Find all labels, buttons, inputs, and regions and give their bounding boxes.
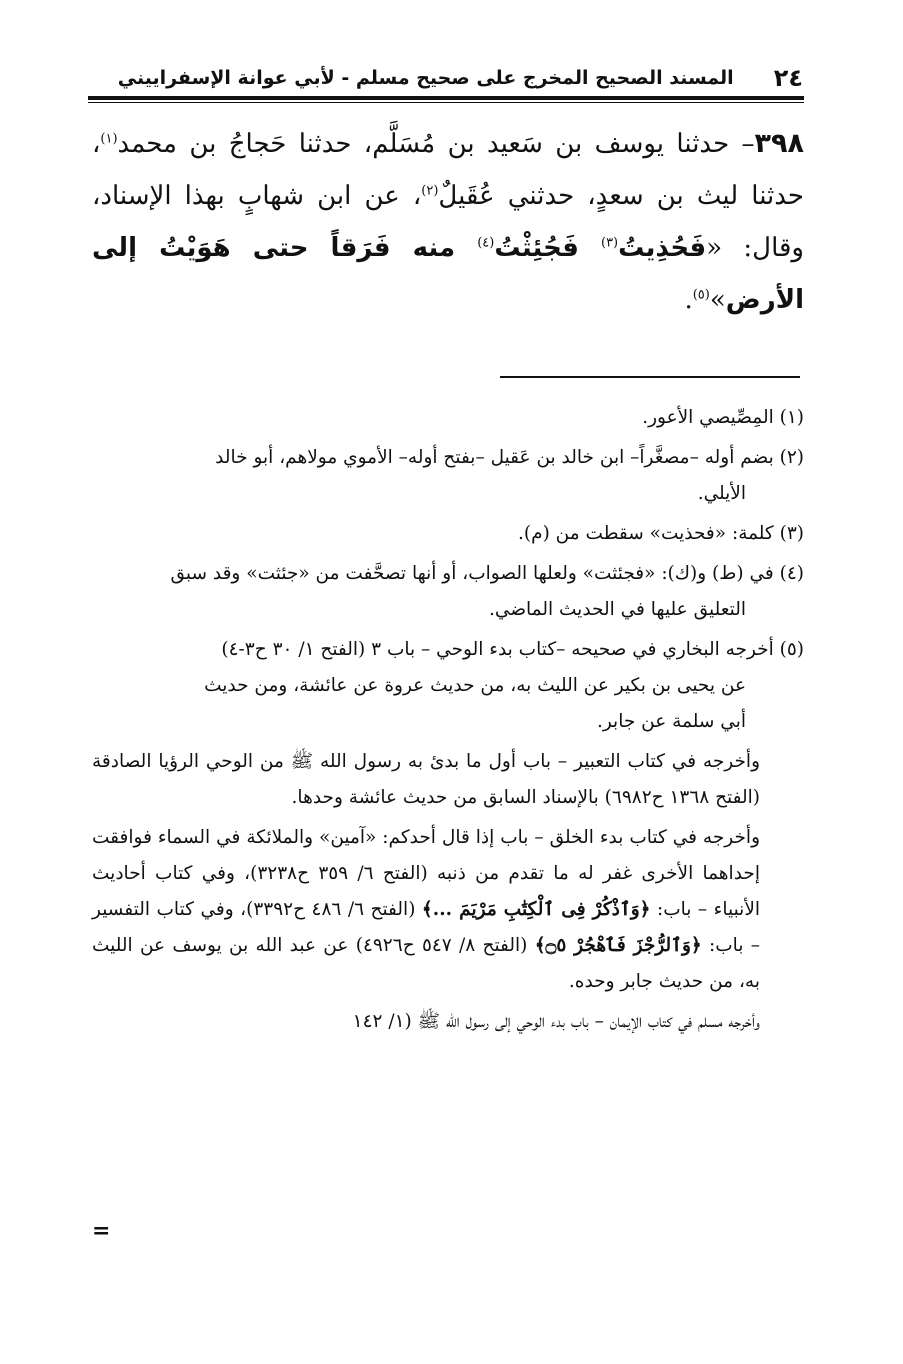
footnote-5-line-2: عن يحيى بن بكير عن الليث به، من حديث عروة عن عائشة، ومن حديث bbox=[204, 675, 746, 696]
continuation-mark: = bbox=[92, 1218, 111, 1244]
footnote-2 bbox=[92, 440, 804, 512]
footnote-1: (١) المِصِّيصي الأعور. bbox=[642, 407, 804, 428]
hadith-number: ٣٩٨ bbox=[754, 128, 804, 159]
page-number: ٢٤ bbox=[773, 64, 803, 92]
footnote-5-para-4: وأخرجه مسلم في كتاب الإيمان – باب بدء الوحي إلى رسول الله ﷺ (١/ ١٤٢ bbox=[352, 1011, 760, 1032]
quran-verse-1: ﴿وَٱذْكُرْ فِى ٱلْكِتَٰبِ مَرْيَمَ ...﴾ bbox=[421, 899, 651, 920]
footnote-3: (٣) كلمة: «فحذيت» سقطت من (م). bbox=[518, 523, 804, 544]
footnote-ref-3[interactable]: (٣) bbox=[600, 235, 619, 251]
footnotes bbox=[92, 400, 804, 1044]
footnote-4-line-1: (٤) في (ط) و(ك): «فجئثت» ولعلها الصواب، أو أنها تصحَّفت من «جئثت» وقد سبق bbox=[170, 563, 804, 584]
footnote-4-line-2: التعليق عليها في الحديث الماضي. bbox=[489, 599, 746, 620]
footnote-5-line-1: (٥) أخرجه البخاري في صحيحه –كتاب بدء الوحي – باب ٣ (الفتح ١/ ٣٠ ح٣-٤) bbox=[221, 639, 804, 660]
footnote-4 bbox=[92, 556, 804, 628]
matn-bold-1: فَحُذِيتُ bbox=[618, 233, 707, 263]
running-head: المسند الصحيح المخرج على صحيح مسلم - لأبي عوانة الإسفراييني bbox=[117, 67, 734, 89]
hadith-text bbox=[92, 118, 804, 326]
page-header bbox=[90, 55, 803, 95]
footnote-ref-5[interactable]: (٥) bbox=[692, 287, 710, 303]
footnote-divider bbox=[500, 376, 800, 378]
footnote-2-line-2: الأيلي. bbox=[697, 483, 746, 504]
header-rule-thin bbox=[88, 102, 804, 103]
footnote-ref-4[interactable]: (٤) bbox=[477, 235, 495, 251]
hadith-text-part2: ، حدثنا ليث بن سعدٍ، حدثني عُقَيلٌ bbox=[92, 129, 805, 211]
footnote-ref-2[interactable]: (٢) bbox=[421, 183, 439, 199]
footnote-5-para-2: وأخرجه في كتاب التعبير – باب أول ما بدئ به رسول الله ﷺ من الوحي الرؤيا الصادقة (الفتح ١٣٦٨ ح٦٩٨٢) بالإسناد السابق من حديث عائشة وحدها. bbox=[92, 751, 760, 808]
quran-verse-2: ﴿وَٱلرُّجْزَ فَٱهْجُرْ ۝٥﴾ bbox=[534, 935, 702, 956]
footnote-5 bbox=[92, 632, 804, 740]
para-3-text-c: (الفتح ٨/ ٥٤٧ ح٤٩٢٦) عن عبد الله بن يوسف عن الليث به، من حديث جابر وحده. bbox=[92, 935, 760, 992]
footnote-ref-1[interactable]: (١) bbox=[100, 131, 118, 147]
para-3-text-b: (الفتح ٦/ ٤٨٦ ح٣٣٩٢)، وفي كتاب التفسير – باب: bbox=[92, 899, 761, 956]
para-3-text-a: وأخرجه في كتاب بدء الخلق – باب إذا قال أحدكم: «آمين» والملائكة في السماء فوافقت إحداهما الأخرى غفر له ما تقدم من ذنبه (الفتح ٦/ ٣٥٩ ح٣٢٣٨)، وفي كتاب أحاديث الأنبياء – باب: bbox=[92, 827, 761, 920]
hadith-dash: – bbox=[729, 129, 755, 159]
footnote-2-line-1: (٢) بضم أوله –مصغَّراً– ابن خالد بن عَقيل –بفتح أوله– الأموي مولاهم، أبو خالد bbox=[215, 447, 804, 468]
matn-bold-2: فَجُئِثْتُ bbox=[494, 233, 601, 263]
footnote-5-para-3 bbox=[92, 820, 804, 1000]
header-rule-thick bbox=[88, 96, 804, 100]
hadith-end: . bbox=[684, 285, 693, 315]
footnote-5-line-3: أبي سلمة عن جابر. bbox=[596, 711, 746, 732]
hadith-text-part1: حدثنا يوسف بن سَعيد بن مُسَلَّم، حدثنا حَجاجُ بن محمد bbox=[117, 129, 730, 159]
close-quote: » bbox=[709, 285, 726, 315]
matn-bold-3: منه فَرَقاً حتى هَوَيْتُ إلى الأرض bbox=[92, 233, 804, 315]
hadith-text-part3: ، عن ابن شهابٍ بهذا الإسناد، وقال: « bbox=[92, 181, 804, 263]
